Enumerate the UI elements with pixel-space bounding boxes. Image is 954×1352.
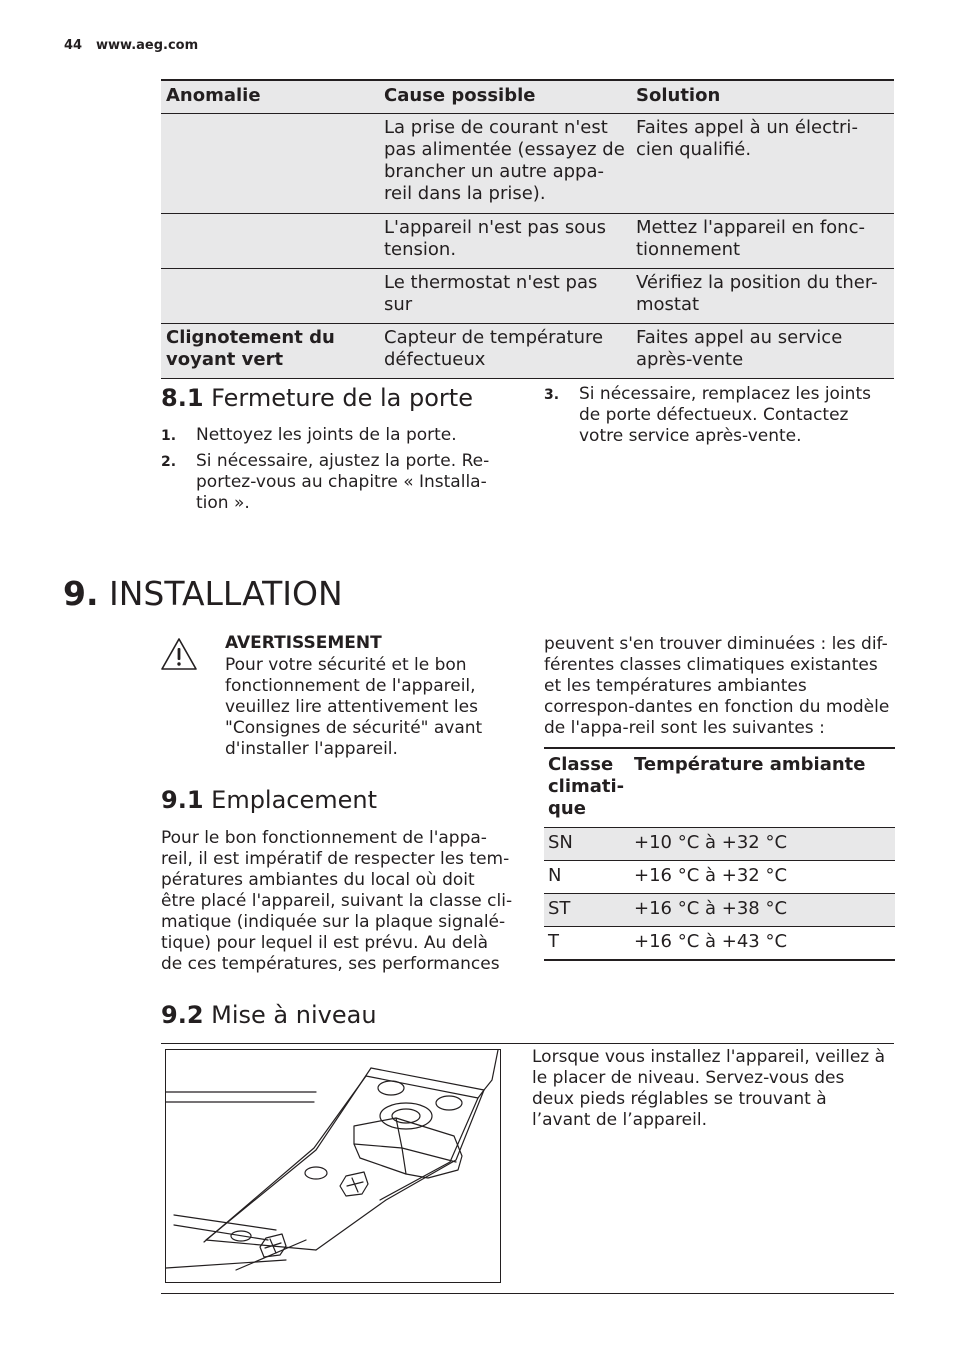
table-header-row xyxy=(161,80,894,114)
climate-class-table xyxy=(544,747,895,961)
temperature-cell: +10 °C à +32 °C xyxy=(630,827,895,860)
cause-cell: La prise de courant n'est pas alimentée (essayez de brancher un autre appa-reil dans la prise). xyxy=(379,114,631,214)
section-number: 9.1 xyxy=(161,786,204,814)
section-heading-8-1 xyxy=(161,383,473,413)
adjustable-foot-illustration xyxy=(165,1049,501,1283)
chapter-heading xyxy=(63,574,343,614)
section-title: Emplacement xyxy=(211,786,378,814)
class-cell: T xyxy=(544,926,630,960)
troubleshooting-table xyxy=(161,79,894,379)
table-row xyxy=(161,114,894,214)
anomaly-cell xyxy=(161,269,379,324)
step-number: 1. xyxy=(161,428,177,444)
table-row xyxy=(544,893,895,926)
column-header: Cause possible xyxy=(379,80,631,114)
column-header: Solution xyxy=(631,80,894,114)
temperature-cell: +16 °C à +32 °C xyxy=(630,860,895,893)
cause-cell: L'appareil n'est pas sous tension. xyxy=(379,214,631,269)
solution-cell: Faites appel à un électri-cien qualifié. xyxy=(631,114,894,214)
section-number: 9.2 xyxy=(161,1001,204,1029)
chapter-title: INSTALLATION xyxy=(109,574,343,613)
table-row xyxy=(544,860,895,893)
cause-cell: Le thermostat n'est pas sur xyxy=(379,269,631,324)
step-number: 2. xyxy=(161,454,177,470)
class-cell: SN xyxy=(544,827,630,860)
header-url: www.aeg.com xyxy=(96,38,199,53)
table-row xyxy=(161,269,894,324)
warning-triangle-icon xyxy=(160,637,198,671)
adjustable-foot-drawing xyxy=(166,1050,500,1282)
section-number: 8.1 xyxy=(161,384,204,412)
column-header: Classe climati-que xyxy=(544,748,630,827)
table-row xyxy=(544,926,895,960)
column-header: Température ambiante xyxy=(630,748,895,827)
body-text: Lorsque vous installez l'appareil, veillez à le placer de niveau. Servez-vous des deux pieds réglables se trouvant à l’avant de l’appareil. xyxy=(532,1047,886,1130)
cause-cell: Capteur de température défectueux xyxy=(379,324,631,379)
anomaly-cell: Clignotement du voyant vert xyxy=(161,324,379,379)
step-text: Nettoyez les joints de la porte. xyxy=(196,425,457,445)
table-row xyxy=(544,827,895,860)
solution-cell: Mettez l'appareil en fonc-tionnement xyxy=(631,214,894,269)
section-title: Mise à niveau xyxy=(211,1001,377,1029)
solution-cell: Faites appel au service après-vente xyxy=(631,324,894,379)
class-cell: N xyxy=(544,860,630,893)
class-cell: ST xyxy=(544,893,630,926)
temperature-cell: +16 °C à +43 °C xyxy=(630,926,895,960)
anomaly-cell xyxy=(161,214,379,269)
temperature-cell: +16 °C à +38 °C xyxy=(630,893,895,926)
page-number: 44 xyxy=(64,38,83,53)
chapter-number: 9. xyxy=(63,574,99,613)
body-text: Pour le bon fonctionnement de l'appa-reil, il est impératif de respecter les tem-pératures ambiantes du local où doit être placé l'appareil, suivant la classe cli-matique (indiquée sur la plaque signalé-tique) pour lequel il est prévu. Au delà de ces températures, ses performances xyxy=(161,828,513,974)
table-row xyxy=(161,214,894,269)
table-header-row xyxy=(544,748,895,827)
step-text: Si nécessaire, ajustez la porte. Re-portez-vous au chapitre « Installa-tion ». xyxy=(196,451,490,513)
section-title: Fermeture de la porte xyxy=(211,384,473,412)
column-header: Anomalie xyxy=(161,80,379,114)
step-number: 3. xyxy=(544,387,560,403)
section-heading-9-2 xyxy=(161,1000,377,1030)
warning-text: Pour votre sécurité et le bon fonctionnement de l'appareil, veuillez lire attentivement les "Consignes de sécurité" avant d'installer l'appareil. xyxy=(225,655,483,759)
anomaly-cell xyxy=(161,114,379,214)
table-row xyxy=(161,324,894,379)
body-text: peuvent s'en trouver diminuées : les dif-férentes classes climatiques existantes et les températures ambiantes correspon-dantes en fonction du modèle de l'appa-reil sont les suivantes : xyxy=(544,634,890,738)
warning-title: AVERTISSEMENT xyxy=(225,633,382,653)
step-text: Si nécessaire, remplacez les joints de porte défectueux. Contactez votre service après-vente. xyxy=(579,384,871,446)
divider xyxy=(161,1043,894,1044)
divider xyxy=(161,1293,894,1294)
section-heading-9-1 xyxy=(161,785,377,815)
solution-cell: Vérifiez la position du ther-mostat xyxy=(631,269,894,324)
